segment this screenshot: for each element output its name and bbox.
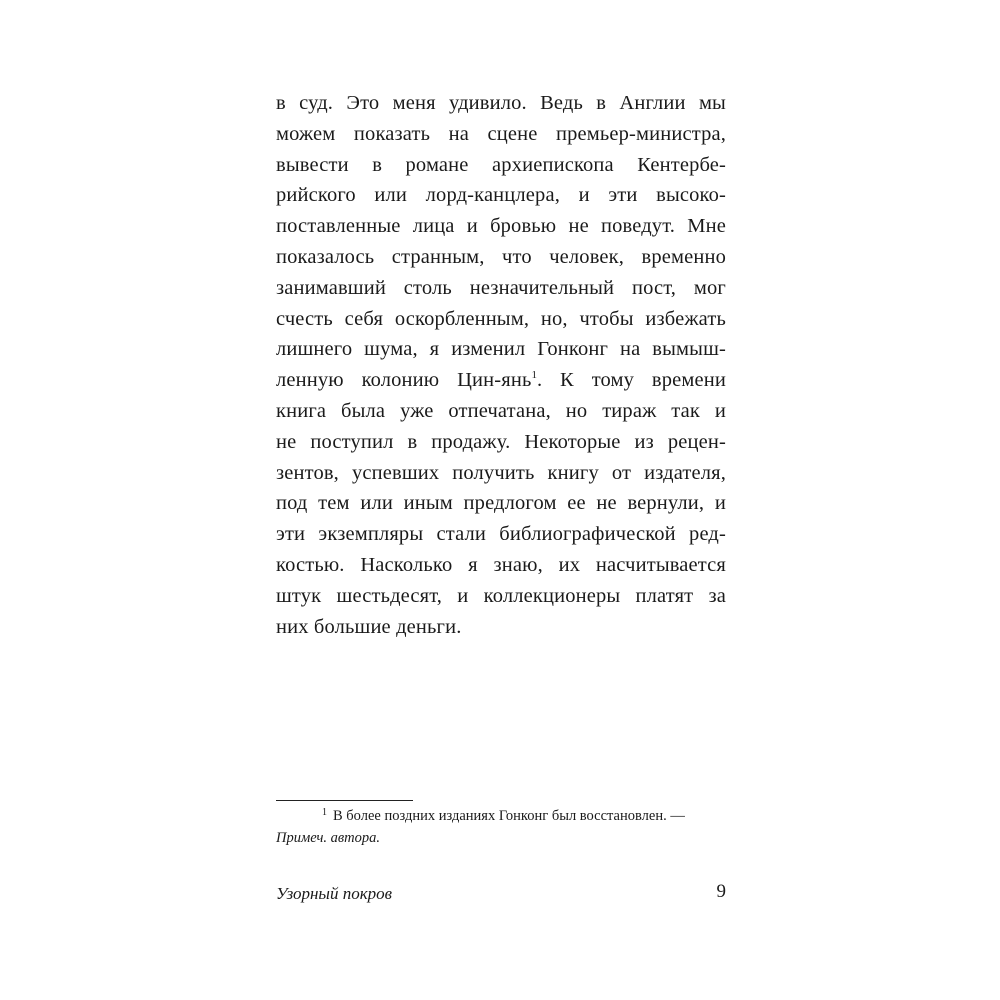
text-line: в суд. Это меня удивило. Ведь в Англии мы xyxy=(276,92,726,114)
footnote-text: В более поздних изданиях Гонконг был восстановлен. — xyxy=(333,808,685,824)
text-line-last: них большие деньги. xyxy=(276,615,462,638)
text-line: под тем или иным предлогом ее не вернули, и xyxy=(276,492,726,515)
text-line: показалось странным, что человек, временно xyxy=(276,245,726,268)
text-line: вывести в романе архиепископа Кентербе- xyxy=(276,153,726,176)
text-line: эти экземпляры стали библиографической ред- xyxy=(276,523,726,546)
footnote xyxy=(276,805,726,849)
footnote-number: 1 xyxy=(322,807,327,818)
text-line: занимавший столь незначительный пост, мог xyxy=(276,276,726,299)
text-line: лишнего шума, я изменил Гонконг на вымыш- xyxy=(276,338,726,361)
text-line: рийского или лорд-канцлера, и эти высоко- xyxy=(276,184,726,207)
running-title: Узорный покров xyxy=(276,884,393,903)
page-number: 9 xyxy=(716,881,726,902)
text-line: поставленные лица и бровью не поведут. Мне xyxy=(276,215,726,238)
text-line-tail: . К тому времени xyxy=(536,369,726,392)
text-line: зентов, успевших получить книгу от издателя, xyxy=(276,461,726,484)
footnote-divider xyxy=(276,800,413,801)
footnote-attribution: Примеч. автора. xyxy=(276,830,381,846)
text-line-with-footnote xyxy=(276,365,726,396)
main-text-block xyxy=(276,88,726,642)
text-line: костью. Насколько я знаю, их насчитывается xyxy=(276,553,726,576)
footnote-reference: 1 xyxy=(531,369,537,382)
text-line: штук шестьдесят, и коллекционеры платят за xyxy=(276,584,726,607)
text-line: счесть себя оскорбленным, но, чтобы избежать xyxy=(276,307,726,330)
text-line: можем показать на сцене премьер-министра, xyxy=(276,122,726,145)
footnote-line xyxy=(276,805,726,827)
text-line: не поступил в продажу. Некоторые из рецен- xyxy=(276,430,726,453)
text-line-head: ленную колонию Цин-янь xyxy=(276,369,532,392)
text-line: книга была уже отпечатана, но тираж так и xyxy=(276,399,726,422)
